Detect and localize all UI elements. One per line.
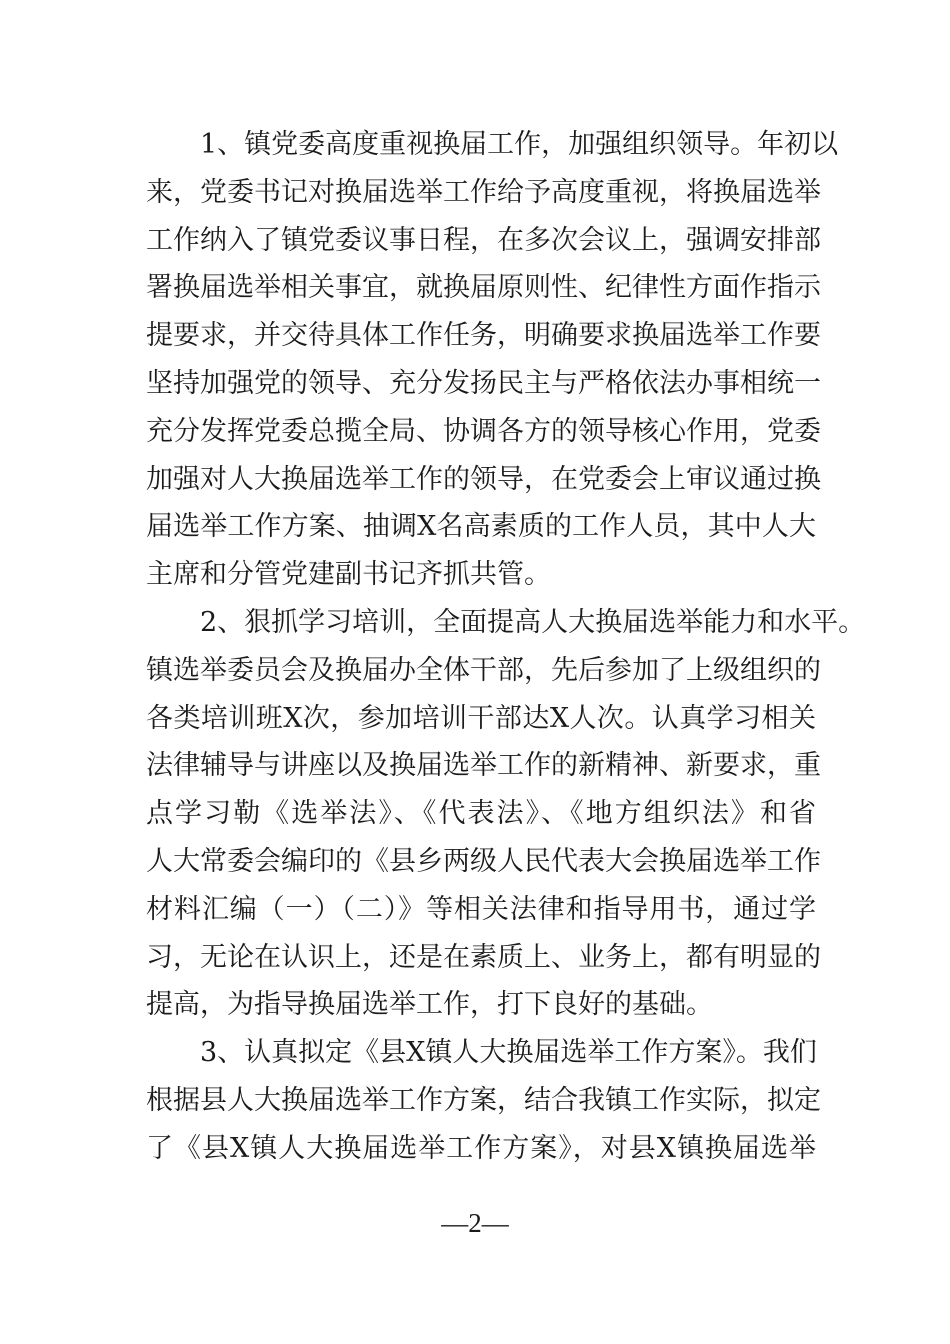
text-line: 工作纳入了镇党委议事日程，在多次会议上，强调安排部 — [146, 224, 821, 256]
text-line: 法律辅导与讲座以及换届选举工作的新精神、新要求，重 — [146, 750, 821, 782]
text-line: 充分发挥党委总揽全局、协调各方的领导核心作用，党委 — [146, 415, 821, 447]
text-line: 1、镇党委高度重视换届工作，加强组织领导。年初以 — [200, 129, 839, 160]
text-line: 根据县人大换届选举工作方案，结合我镇工作实际，拟定 — [146, 1084, 821, 1116]
text-line: 人大常委会编印的《县乡两级人民代表大会换届选举工作 — [146, 845, 821, 877]
text-line: 点学习勒《选举法》、《代表法》、《地方组织法》和省 — [146, 798, 816, 830]
text-line: 坚持加强党的领导、充分发扬民主与严格依法办事相统一 — [146, 367, 821, 399]
text-line: 材料汇编（一）（二）》等相关法律和指导用书，通过学 — [146, 893, 816, 925]
paragraph-3 — [146, 1029, 821, 1172]
text-line: 各类培训班X次，参加培训干部达X人次。认真学习相关 — [146, 702, 816, 734]
paragraph-1 — [146, 121, 839, 599]
text-line: 了《县X镇人大换届选举工作方案》，对县X镇换届选举 — [146, 1132, 816, 1164]
text-line: 镇选举委员会及换届办全体干部，先后参加了上级组织的 — [146, 654, 821, 686]
text-line: 3、认真拟定《县X镇人大换届选举工作方案》。我们 — [200, 1037, 817, 1069]
text-line: 提高，为指导换届选举工作，打下良好的基础。 — [146, 989, 713, 1021]
text-line: 加强对人大换届选举工作的领导，在党委会上审议通过换 — [146, 463, 821, 495]
text-line: 提要求，并交待具体工作任务，明确要求换届选举工作要 — [146, 320, 821, 352]
text-line: 来，党委书记对换届选举工作给予高度重视，将换届选举 — [146, 176, 821, 208]
page-number: —2— — [441, 1208, 509, 1238]
text-line: 习，无论在认识上，还是在素质上、业务上，都有明显的 — [146, 941, 821, 973]
text-line: 主席和分管党建副书记齐抓共管。 — [146, 559, 551, 591]
text-line: 署换届选举相关事宜，就换届原则性、纪律性方面作指示 — [146, 272, 821, 304]
paragraph-2 — [146, 599, 866, 1029]
document-body — [146, 121, 866, 1173]
text-line: 2、狠抓学习培训，全面提高人大换届选举能力和水平。 — [200, 606, 866, 638]
text-line: 届选举工作方案、抽调X名高素质的工作人员，其中人大 — [146, 511, 816, 543]
